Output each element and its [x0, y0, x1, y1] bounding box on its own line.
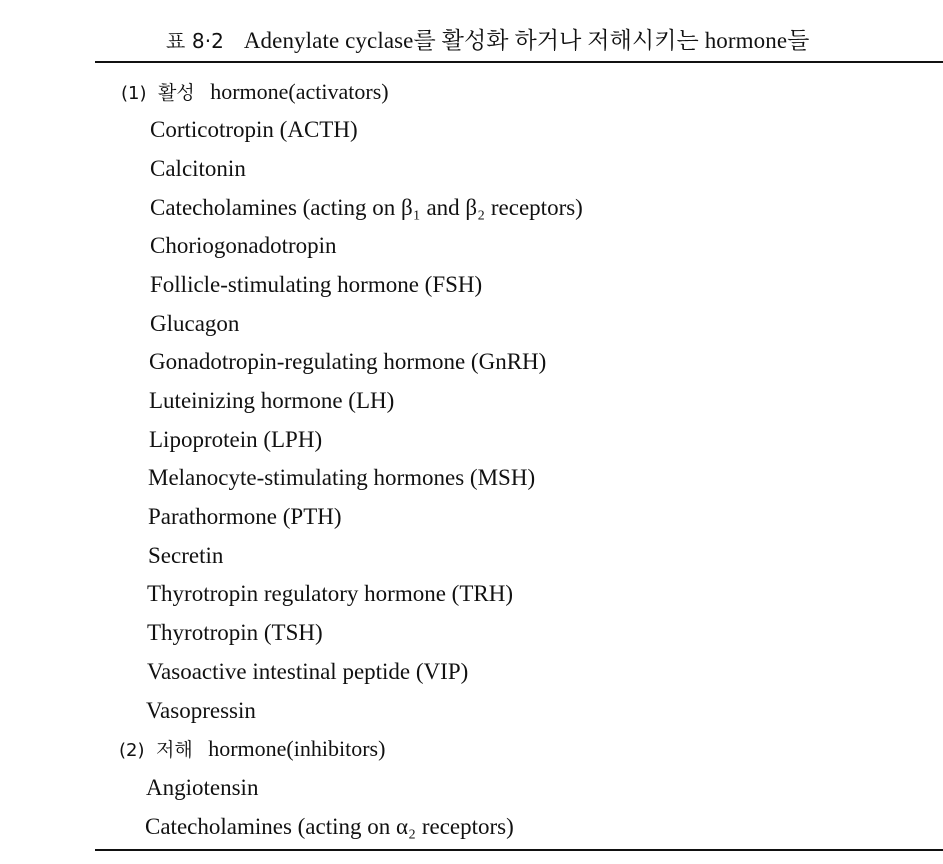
activator-item: Luteinizing hormone (LH) [149, 388, 395, 413]
activator-item: Glucagon [150, 311, 240, 336]
activator-item: Thyrotropin (TSH) [147, 620, 323, 645]
activator-item: Melanocyte-stimulating hormones (MSH) [148, 465, 536, 490]
activator-item: Catecholamines (acting on β₁ and β₂ receptors) [150, 195, 583, 220]
inhibitors-heading [119, 736, 385, 764]
inhibitors-heading-text: hormone(inhibitors) [208, 736, 386, 761]
activators-heading-text: hormone(activators) [210, 79, 389, 104]
activators-number: (1) [121, 83, 147, 104]
inhibitors-number: (2) [119, 740, 145, 761]
activators-heading [121, 79, 389, 107]
activator-item: Parathormone (PTH) [148, 504, 342, 529]
inhibitors-korean-label: 저해 [156, 739, 193, 761]
activator-item: Choriogonadotropin [150, 233, 337, 258]
activator-item: Secretin [148, 543, 224, 568]
activators-korean-label: 활성 [158, 82, 195, 104]
activator-item: Calcitonin [150, 156, 246, 181]
inhibitor-item: Catecholamines (acting on α₂ receptors) [145, 814, 514, 839]
table-label: 표 8·2 [166, 29, 224, 53]
activator-item: Corticotropin (ACTH) [150, 117, 358, 142]
activator-item: Lipoprotein (LPH) [149, 427, 323, 452]
top-rule [95, 61, 943, 63]
table-caption [166, 22, 809, 55]
activator-item: Follicle-stimulating hormone (FSH) [150, 272, 483, 297]
activator-item: Vasoactive intestinal peptide (VIP) [147, 659, 469, 684]
activator-item: Vasopressin [146, 698, 256, 723]
activator-item: Gonadotropin-regulating hormone (GnRH) [149, 349, 547, 374]
inhibitor-item: Angiotensin [146, 775, 259, 800]
table-title: Adenylate cyclase를 활성화 하거나 저해시키는 hormone들 [243, 28, 810, 53]
bottom-rule [95, 849, 943, 851]
activator-item: Thyrotropin regulatory hormone (TRH) [147, 581, 513, 606]
